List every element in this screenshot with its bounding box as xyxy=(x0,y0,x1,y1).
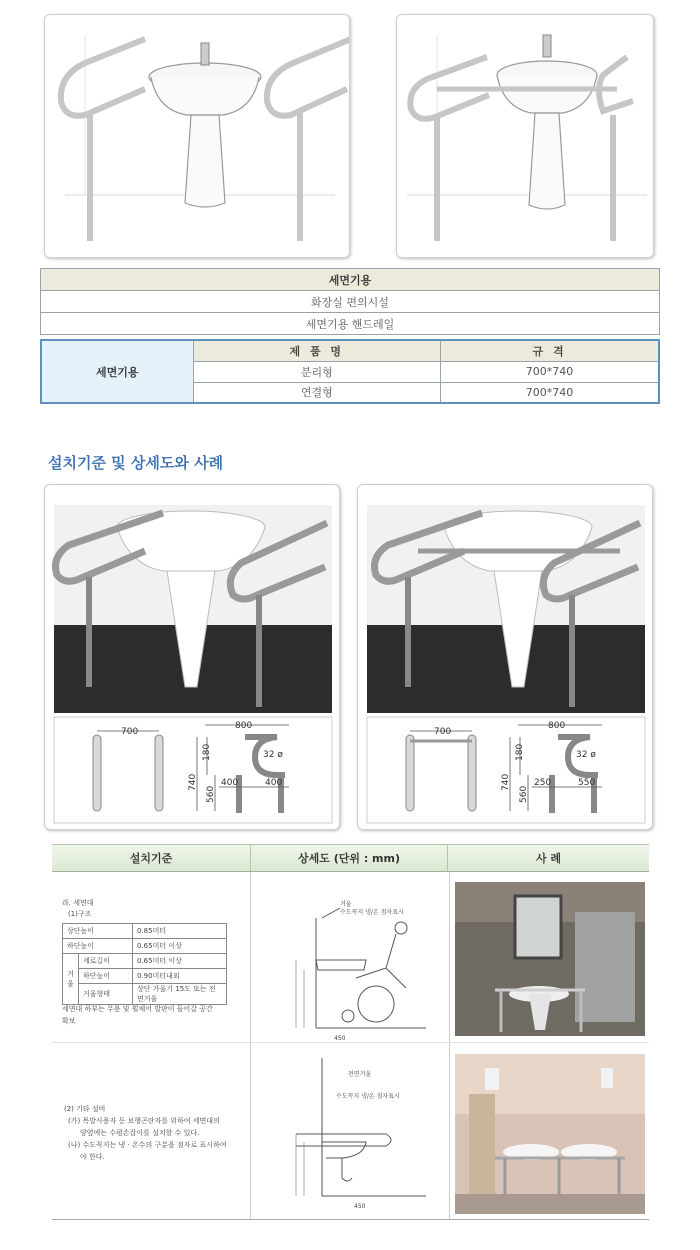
install-photo-separate xyxy=(45,485,340,830)
dimension-label: 32 ø xyxy=(263,750,283,760)
note-text: (나) 수도꼭지는 냉 · 온수의 구분을 점자로 표시하여 xyxy=(68,1141,227,1149)
install-photo-connected xyxy=(358,485,653,830)
dimension-label: 400 xyxy=(265,778,283,788)
table-key: 상단높이 xyxy=(63,924,133,939)
connected-handrail-illustration xyxy=(397,15,654,258)
install-card-separate xyxy=(44,484,340,830)
dimension-label: 250 xyxy=(534,778,552,788)
product-spec: 700*740 xyxy=(441,382,659,403)
category-cell: 세면기용 xyxy=(41,340,193,403)
note-text: 세면대 하부는 무릎 및 휠체어 발판이 들어갈 공간 xyxy=(62,1005,213,1013)
drawing-label: 수도꼭지 냉/온 점자표시 xyxy=(336,1093,400,1100)
drawing-label: 거울 xyxy=(340,901,352,908)
table-key: 세로길이 xyxy=(79,954,133,969)
column-header-standard: 설치기준 xyxy=(129,852,173,865)
install-card-connected xyxy=(357,484,653,830)
section-title: 설치기준 및 상세도와 사례 xyxy=(48,454,224,472)
product-name: 연결형 xyxy=(193,382,441,403)
table-value: 0.65미터 이상 xyxy=(133,939,227,954)
table-value: 상단 가울기 15도 또는 전면거울 xyxy=(133,984,227,1005)
dimension-label: 400 xyxy=(221,778,239,788)
product-photo-separate xyxy=(44,14,350,258)
table-value: 0.85미터 xyxy=(133,924,227,939)
standards-table xyxy=(62,923,227,1005)
product-spec-table xyxy=(40,339,660,404)
dimension-label: 700 xyxy=(121,727,139,737)
table-header: 세면기용 xyxy=(41,269,660,291)
dimension-label: 32 ø xyxy=(576,750,596,760)
dimension-label: 800 xyxy=(235,721,253,731)
standards-header xyxy=(52,844,649,872)
dimension-label: 740 xyxy=(188,773,198,791)
detail-drawings xyxy=(256,878,446,1214)
dimension-label: 740 xyxy=(501,773,511,791)
dimension-label: 560 xyxy=(519,785,529,803)
subsection-label: (1)구조 xyxy=(68,910,92,918)
table-key: 하단높이 xyxy=(63,939,133,954)
product-photo-connected xyxy=(396,14,654,258)
section-label: 라. 세면대 xyxy=(62,899,94,907)
table-group: 거 울 xyxy=(63,954,79,1005)
column-header-example: 사 례 xyxy=(535,852,562,865)
dimension-label: 560 xyxy=(206,785,216,803)
separate-handrail-illustration xyxy=(45,15,350,258)
table-value: 0.65미터 이상 xyxy=(133,954,227,969)
table-row-type: 세면기용 핸드레일 xyxy=(41,313,660,335)
table-key: 하단높이 xyxy=(79,969,133,984)
example-photo-1 xyxy=(455,882,645,1036)
dimension-label: 180 xyxy=(515,743,525,761)
product-name: 분리형 xyxy=(193,361,441,382)
table-key: 거울형태 xyxy=(79,984,133,1005)
dimension-label: 550 xyxy=(578,778,596,788)
table-value: 0.90미터내외 xyxy=(133,969,227,984)
drawing-dimension: 450 xyxy=(354,1203,366,1210)
note-text: 야 한다. xyxy=(80,1153,105,1161)
dimension-label: 700 xyxy=(434,727,452,737)
drawing-label: 수도꼭지 냉/온 점자표시 xyxy=(340,909,404,916)
column-header-spec: 규 격 xyxy=(441,340,659,361)
column-header-detail: 상세도 (단위 : mm) xyxy=(250,845,448,871)
drawing-dimension: 450 xyxy=(334,1035,346,1042)
table-row-facility: 화장실 편의시설 xyxy=(41,291,660,313)
product-spec: 700*740 xyxy=(441,361,659,382)
column-header-name: 제 품 명 xyxy=(193,340,441,361)
subsection-label: (2) 기타 설비 xyxy=(64,1105,106,1113)
note-text: 확보 xyxy=(62,1017,76,1025)
dimension-label: 800 xyxy=(548,721,566,731)
example-photo-2 xyxy=(455,1054,645,1214)
product-info-table xyxy=(40,268,660,335)
dimension-label: 180 xyxy=(202,743,212,761)
note-text: (가) 목발사용자 등 보행곤란자를 위하여 세면대의 xyxy=(68,1117,220,1125)
drawing-label: 전면거울 xyxy=(348,1071,372,1078)
note-text: 양옆에는 수평손잡이를 설치할 수 있다. xyxy=(80,1129,200,1137)
